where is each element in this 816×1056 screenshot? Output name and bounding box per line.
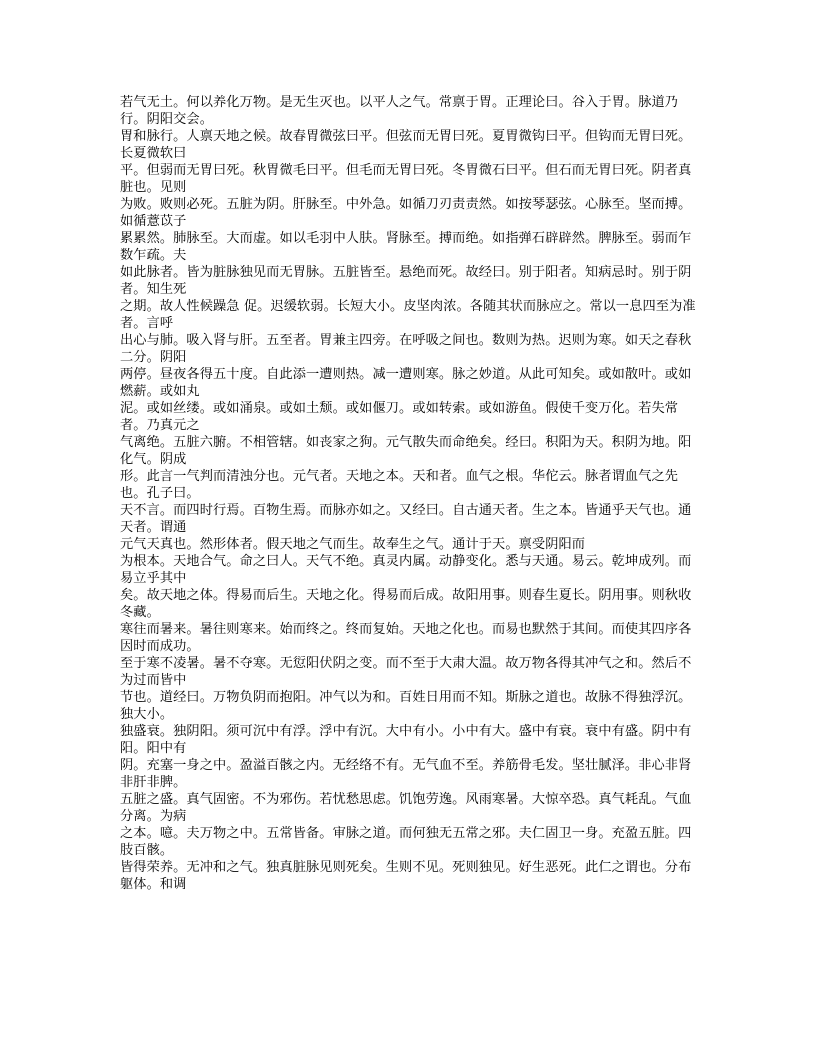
paragraph: 寒往而暑来。暑往则寒来。始而终之。终而复始。天地之化也。而易也默然于其间。而使其四序各因时而成功。 [120,622,692,654]
paragraph: 天不言。而四时行焉。百物生焉。而脉亦如之。又经曰。自古通天者。生之本。皆通乎天气也。通天者。谓通 [120,503,692,535]
paragraph: 两停。昼夜各得五十度。自此添一遭则热。减一遭则寒。脉之妙道。从此可知矣。或如散叶。或如燃薪。或如丸 [120,367,692,399]
paragraph: 如此脉者。皆为脏脉独见而无胃脉。五脏皆至。悬绝而死。故经曰。别于阳者。知病忌时。别于阴者。知生死 [120,265,692,297]
paragraph: 之本。噫。夫万物之中。五常皆备。审脉之道。而何独无五常之邪。夫仁固卫一身。充盈五脏。四肢百骸。 [120,826,692,858]
paragraph: 节也。道经曰。万物负阴而抱阳。冲气以为和。百姓日用而不知。斯脉之道也。故脉不得独浮沉。独大小。 [120,690,692,722]
paragraph: 为败。败则必死。五脏为阴。肝脉至。中外急。如循刀刃责责然。如按琴瑟弦。心脉至。坚而搏。如循薏苡子 [120,197,692,229]
paragraph: 矣。故天地之体。得易而后生。天地之化。得易而后成。故阳用事。则春生夏长。阴用事。则秋收冬藏。 [120,588,692,620]
paragraph: 五脏之盛。真气固密。不为邪伤。若忧愁思虑。饥饱劳逸。风雨寒暑。大惊卒恐。真气耗乱。气血分离。为病 [120,792,692,824]
paragraph: 阴。充塞一身之中。盈溢百骸之内。无经络不有。无气血不至。养筋骨毛发。坚壮腻泽。非心非肾非肝非脾。 [120,758,692,790]
paragraph: 若气无土。何以养化万物。是无生灭也。以平人之气。常禀于胃。正理论曰。谷入于胃。脉道乃行。阴阳交会。 [120,95,679,127]
paragraph: 为根本。天地合气。命之曰人。天气不绝。真灵内属。动静变化。悉与天通。易云。乾坤成列。而易立乎其中 [120,554,692,586]
paragraph: 至于寒不凌暑。暑不夺寒。无愆阳伏阴之变。而不至于大肃大温。故万物各得其冲气之和。然后不为过而皆中 [120,656,692,688]
paragraph: 皆得荣养。无冲和之气。独真脏脉见则死矣。生则不见。死则独见。好生恶死。此仁之谓也。分布躯体。和调 [120,860,692,892]
paragraph: 气离绝。五脏六腑。不相管辖。如丧家之狗。元气散失而命绝矣。经曰。积阳为天。积阴为地。阳化气。阴成 [120,435,692,467]
paragraph: 形。此言一气判而清浊分也。元气者。天地之本。天和者。血气之根。华佗云。脉者谓血气之先也。孔子曰。 [120,469,679,501]
paragraph: 之期。故人性候躁急 促。迟缓软弱。长短大小。皮坚肉浓。各随其状而脉应之。常以一息四至为准者。言呼 [120,299,696,331]
paragraph: 独盛衰。独阴阳。须可沉中有浮。浮中有沉。大中有小。小中有大。盛中有衰。衰中有盛。阴中有阳。阳中有 [120,724,692,756]
paragraph: 平。但弱而无胃曰死。秋胃微毛曰平。但毛而无胃曰死。冬胃微石曰平。但石而无胃曰死。阴者真脏也。见则 [120,163,692,195]
paragraph: 累累然。肺脉至。大而虚。如以毛羽中人肤。肾脉至。搏而绝。如指弹石辟辟然。脾脉至。弱而乍数乍疏。夫 [120,231,692,263]
paragraph: 胃和脉行。人禀天地之候。故春胃微弦曰平。但弦而无胃曰死。夏胃微钩曰平。但钩而无胃曰死。长夏微软曰 [120,129,692,161]
paragraph: 出心与肺。吸入肾与肝。五至者。胃兼主四旁。在呼吸之间也。数则为热。迟则为寒。如天之春秋二分。阴阳 [120,333,692,365]
document-page [120,94,702,893]
paragraph: 泥。或如丝缕。或如涌泉。或如土颓。或如偃刀。或如转索。或如游鱼。假使千变万化。若失常者。乃真元之 [120,401,679,433]
paragraph: 元气天真也。然形体者。假天地之气而生。故奉生之气。通计于天。禀受阴阳而 [120,537,586,552]
